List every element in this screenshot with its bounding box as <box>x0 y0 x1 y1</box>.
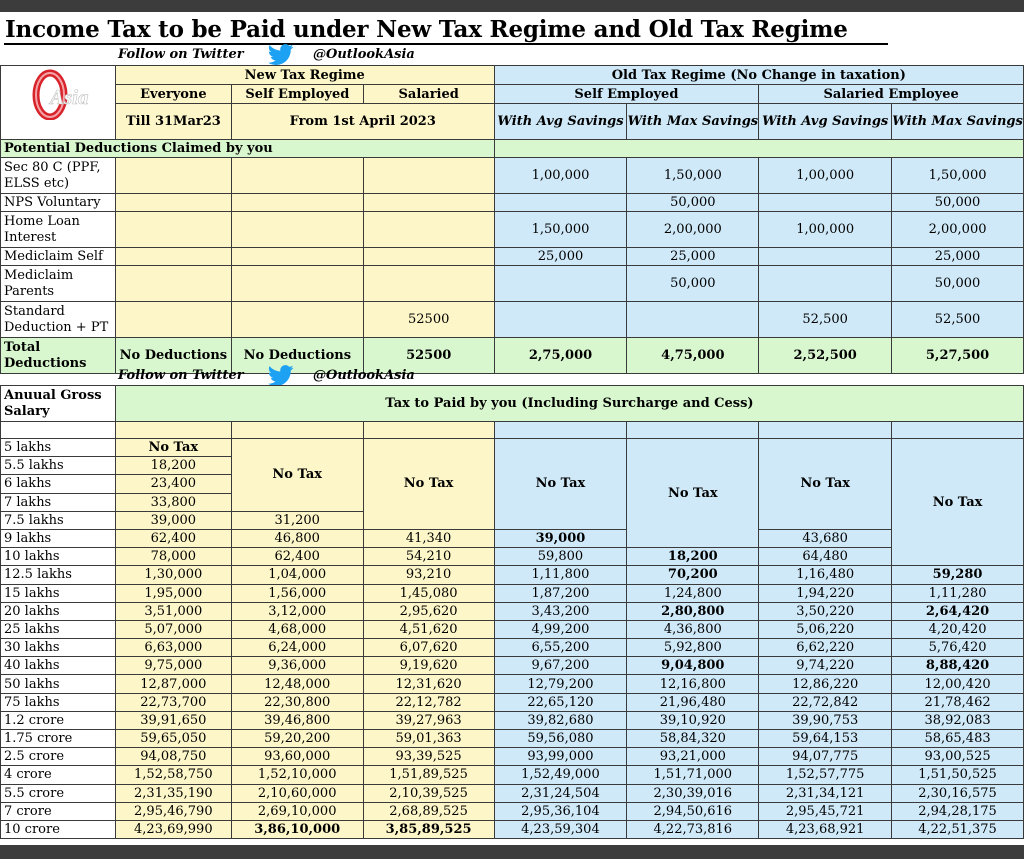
deduction-value: 1,50,000 <box>627 158 759 194</box>
tax-value: 2,31,34,121 <box>759 784 892 802</box>
salary-label: 10 lakhs <box>1 548 116 566</box>
tax-value: 12,00,420 <box>892 675 1024 693</box>
deduction-value: 52,500 <box>759 302 892 338</box>
tax-value: 78,000 <box>115 548 231 566</box>
tax-row <box>1 820 1024 838</box>
tax-value: 59,56,080 <box>494 730 627 748</box>
salary-label: 40 lakhs <box>1 657 116 675</box>
tax-comparison-sheet <box>0 12 1024 845</box>
tax-value: 1,52,57,775 <box>759 766 892 784</box>
tax-value: 3,86,10,000 <box>231 820 363 838</box>
tax-value: 94,08,750 <box>115 748 231 766</box>
salary-label: 6 lakhs <box>1 475 116 493</box>
deduction-value: 25,000 <box>892 248 1024 266</box>
tax-value: 12,48,000 <box>231 675 363 693</box>
tax-table <box>0 385 1024 839</box>
tax-value: 93,210 <box>363 566 494 584</box>
no-tax-cell: No Tax <box>759 439 892 530</box>
tax-value: 1,95,000 <box>115 584 231 602</box>
tax-value: 6,63,000 <box>115 639 231 657</box>
tax-value: 62,400 <box>115 529 231 547</box>
tax-value: 4,23,69,990 <box>115 820 231 838</box>
tax-value: 59,65,050 <box>115 730 231 748</box>
tax-value: 4,22,51,375 <box>892 820 1024 838</box>
tax-value: 4,36,800 <box>627 620 759 638</box>
deduction-value <box>231 248 363 266</box>
tax-value: 1,51,71,000 <box>627 766 759 784</box>
everyone-header: Everyone <box>115 85 231 104</box>
tax-value: 54,210 <box>363 548 494 566</box>
tax-value: 59,01,363 <box>363 730 494 748</box>
deductions-rows <box>1 158 1024 338</box>
deduction-row <box>1 194 1024 212</box>
self-employed-header: Self Employed <box>231 85 363 104</box>
tax-value: 22,72,842 <box>759 693 892 711</box>
spacer-cell <box>115 422 231 439</box>
deductions-section-fill <box>494 140 1023 158</box>
tax-value: 58,65,483 <box>892 730 1024 748</box>
tax-value: 12,86,220 <box>759 675 892 693</box>
tax-value: 22,12,782 <box>363 693 494 711</box>
deduction-value <box>494 194 627 212</box>
deduction-value: 50,000 <box>627 194 759 212</box>
tax-value: 59,800 <box>494 548 627 566</box>
deduction-label: Sec 80 C (PPF, ELSS etc) <box>1 158 116 194</box>
old-self-employed-header: Self Employed <box>494 85 759 104</box>
tax-value: 2,95,620 <box>363 602 494 620</box>
se-avg-savings-header: With Avg Savings <box>494 104 627 140</box>
tax-value: 1,94,220 <box>759 584 892 602</box>
salary-label: 20 lakhs <box>1 602 116 620</box>
no-tax-cell: No Tax <box>494 439 627 530</box>
no-tax-cell: No Tax <box>892 439 1024 566</box>
salary-label: 5.5 crore <box>1 784 116 802</box>
tax-value: 2,69,10,000 <box>231 802 363 820</box>
tax-value: 2,31,35,190 <box>115 784 231 802</box>
twitter-bird-icon <box>268 44 294 66</box>
deduction-label: NPS Voluntary <box>1 194 116 212</box>
deduction-value <box>115 212 231 248</box>
deduction-value <box>231 158 363 194</box>
deduction-value <box>231 194 363 212</box>
salary-label: 1.75 crore <box>1 730 116 748</box>
tax-row <box>1 730 1024 748</box>
tax-row <box>1 802 1024 820</box>
salary-label: 75 lakhs <box>1 693 116 711</box>
tax-value: 4,23,68,921 <box>759 820 892 838</box>
tax-row <box>1 548 1024 566</box>
salary-label: 9 lakhs <box>1 529 116 547</box>
sal-max-savings-header: With Max Savings <box>892 104 1024 140</box>
tax-value: 1,52,58,750 <box>115 766 231 784</box>
follow-twitter-banner <box>118 368 415 386</box>
tax-value: 62,400 <box>231 548 363 566</box>
tax-row <box>1 620 1024 638</box>
deduction-label: Home Loan Interest <box>1 212 116 248</box>
tax-row <box>1 584 1024 602</box>
deduction-value <box>231 266 363 302</box>
tax-row <box>1 766 1024 784</box>
salary-header: Anuual Gross Salary <box>1 386 116 422</box>
tax-value: 93,99,000 <box>494 748 627 766</box>
deduction-value: 25,000 <box>627 248 759 266</box>
salary-label: 25 lakhs <box>1 620 116 638</box>
tax-value: 64,480 <box>759 548 892 566</box>
follow-label: Follow on Twitter <box>118 47 244 62</box>
twitter-handle: @OutlookAsia <box>313 47 415 62</box>
tax-row <box>1 748 1024 766</box>
tax-value: 22,65,120 <box>494 693 627 711</box>
deduction-value <box>363 158 494 194</box>
tax-value: 2,31,24,504 <box>494 784 627 802</box>
salary-label: 5 lakhs <box>1 439 116 457</box>
total-value: No Deductions <box>115 338 231 374</box>
tax-value: 1,04,000 <box>231 566 363 584</box>
tax-value: 39,10,920 <box>627 711 759 729</box>
spacer-cell <box>1 422 116 439</box>
deduction-row <box>1 266 1024 302</box>
spacer-cell <box>231 422 363 439</box>
tax-value: 1,11,800 <box>494 566 627 584</box>
tax-value: 31,200 <box>231 511 363 529</box>
tax-value: 1,11,280 <box>892 584 1024 602</box>
tax-row <box>1 711 1024 729</box>
tax-value: 2,94,28,175 <box>892 802 1024 820</box>
tax-value: 12,16,800 <box>627 675 759 693</box>
tax-value: 2,94,50,616 <box>627 802 759 820</box>
tax-value: 46,800 <box>231 529 363 547</box>
tax-row <box>1 566 1024 584</box>
deduction-value <box>759 248 892 266</box>
deduction-value <box>115 302 231 338</box>
se-max-savings-header: With Max Savings <box>627 104 759 140</box>
deductions-table <box>0 65 1024 374</box>
total-deductions-label: Total Deductions <box>1 338 116 374</box>
spacer-cell <box>494 422 627 439</box>
tax-value: 2,95,45,721 <box>759 802 892 820</box>
tax-value: 5,06,220 <box>759 620 892 638</box>
tax-value: 22,30,800 <box>231 693 363 711</box>
tax-row <box>1 657 1024 675</box>
tax-value: 9,74,220 <box>759 657 892 675</box>
tax-value: 5,92,800 <box>627 639 759 657</box>
salary-label: 1.2 crore <box>1 711 116 729</box>
tax-value: 23,400 <box>115 475 231 493</box>
deduction-value <box>627 302 759 338</box>
tax-value: 9,75,000 <box>115 657 231 675</box>
salary-label: 12.5 lakhs <box>1 566 116 584</box>
tax-value: 1,45,080 <box>363 584 494 602</box>
tax-value: 22,73,700 <box>115 693 231 711</box>
total-value: 52500 <box>363 338 494 374</box>
tax-value: 5,76,420 <box>892 639 1024 657</box>
tax-value: 5,07,000 <box>115 620 231 638</box>
tax-value: 4,23,59,304 <box>494 820 627 838</box>
tax-value: 12,31,620 <box>363 675 494 693</box>
tax-value: 2,64,420 <box>892 602 1024 620</box>
total-value: 2,75,000 <box>494 338 627 374</box>
deduction-value: 1,50,000 <box>494 212 627 248</box>
follow-twitter-banner <box>118 47 415 65</box>
deductions-section-title: Potential Deductions Claimed by you <box>1 140 495 158</box>
tax-value: 2,30,39,016 <box>627 784 759 802</box>
deduction-value: 2,00,000 <box>892 212 1024 248</box>
outlook-asia-logo <box>28 68 92 120</box>
tax-value: 2,68,89,525 <box>363 802 494 820</box>
tax-value: 9,67,200 <box>494 657 627 675</box>
tax-value: 2,10,39,525 <box>363 784 494 802</box>
deduction-value <box>759 194 892 212</box>
deduction-value <box>115 266 231 302</box>
no-tax-cell: No Tax <box>363 439 494 530</box>
deduction-row <box>1 158 1024 194</box>
tax-value: 59,64,153 <box>759 730 892 748</box>
tax-value: 38,92,083 <box>892 711 1024 729</box>
spacer-cell <box>892 422 1024 439</box>
tax-value: 39,000 <box>115 511 231 529</box>
sal-avg-savings-header: With Avg Savings <box>759 104 892 140</box>
tax-value: 1,51,50,525 <box>892 766 1024 784</box>
deduction-value: 1,50,000 <box>892 158 1024 194</box>
tax-value: 59,280 <box>892 566 1024 584</box>
salary-label: 30 lakhs <box>1 639 116 657</box>
tax-value: 4,99,200 <box>494 620 627 638</box>
deduction-row <box>1 212 1024 248</box>
tax-paid-header: Tax to Paid by you (Including Surcharge and Cess) <box>115 386 1023 422</box>
deduction-value <box>494 266 627 302</box>
tax-value: 21,78,462 <box>892 693 1024 711</box>
tax-value: 41,340 <box>363 529 494 547</box>
tax-value: 3,43,200 <box>494 602 627 620</box>
salary-label: 4 crore <box>1 766 116 784</box>
total-value: No Deductions <box>231 338 363 374</box>
tax-row <box>1 529 1024 547</box>
till-date-header: Till 31Mar23 <box>115 104 231 140</box>
tax-value: 4,22,73,816 <box>627 820 759 838</box>
from-date-header: From 1st April 2023 <box>231 104 494 140</box>
tax-row <box>1 784 1024 802</box>
tax-row <box>1 602 1024 620</box>
spacer-cell <box>759 422 892 439</box>
tax-value: 39,000 <box>494 529 627 547</box>
total-value: 4,75,000 <box>627 338 759 374</box>
tax-value: 70,200 <box>627 566 759 584</box>
spacer-cell <box>627 422 759 439</box>
tax-value: 93,00,525 <box>892 748 1024 766</box>
new-regime-header: New Tax Regime <box>115 66 494 85</box>
deduction-value <box>115 158 231 194</box>
tax-value: 2,30,16,575 <box>892 784 1024 802</box>
twitter-bird-icon <box>268 365 294 387</box>
salary-label: 2.5 crore <box>1 748 116 766</box>
tax-value: 3,85,89,525 <box>363 820 494 838</box>
deduction-value: 2,00,000 <box>627 212 759 248</box>
deduction-label: Mediclaim Self <box>1 248 116 266</box>
tax-value: 39,90,753 <box>759 711 892 729</box>
page-title: Income Tax to be Paid under New Tax Regime and Old Tax Regime <box>5 16 848 43</box>
tax-value: 3,51,000 <box>115 602 231 620</box>
salaried-header: Salaried <box>363 85 494 104</box>
deduction-value <box>231 212 363 248</box>
tax-value: 1,16,480 <box>759 566 892 584</box>
salaried-employee-header: Salaried Employee <box>759 85 1024 104</box>
twitter-handle: @OutlookAsia <box>313 368 415 383</box>
tax-row <box>1 675 1024 693</box>
deduction-value: 50,000 <box>627 266 759 302</box>
tax-value: 3,12,000 <box>231 602 363 620</box>
deduction-value <box>363 248 494 266</box>
salary-label: 5.5 lakhs <box>1 457 116 475</box>
tax-value: 2,10,60,000 <box>231 784 363 802</box>
deduction-value: 1,00,000 <box>494 158 627 194</box>
tax-value: 8,88,420 <box>892 657 1024 675</box>
deduction-label: Standard Deduction + PT <box>1 302 116 338</box>
tax-value: 3,50,220 <box>759 602 892 620</box>
tax-row <box>1 439 1024 457</box>
tax-value: 18,200 <box>627 548 759 566</box>
deduction-value <box>115 248 231 266</box>
tax-value: 6,62,220 <box>759 639 892 657</box>
title-underline <box>4 43 888 45</box>
deduction-value <box>363 212 494 248</box>
deduction-value: 1,00,000 <box>759 158 892 194</box>
tax-value: 4,51,620 <box>363 620 494 638</box>
tax-value: 9,36,000 <box>231 657 363 675</box>
tax-value: 1,51,89,525 <box>363 766 494 784</box>
deduction-value: 1,00,000 <box>759 212 892 248</box>
tax-value: 43,680 <box>759 529 892 547</box>
tax-value: 39,91,650 <box>115 711 231 729</box>
follow-label: Follow on Twitter <box>118 368 244 383</box>
tax-value: 6,24,000 <box>231 639 363 657</box>
tax-value: 59,20,200 <box>231 730 363 748</box>
salary-label: 7 lakhs <box>1 493 116 511</box>
deduction-value: 52500 <box>363 302 494 338</box>
tax-value: 6,55,200 <box>494 639 627 657</box>
tax-value: 1,52,49,000 <box>494 766 627 784</box>
deduction-value: 52,500 <box>892 302 1024 338</box>
salary-label: 50 lakhs <box>1 675 116 693</box>
tax-value: 12,79,200 <box>494 675 627 693</box>
deduction-label: Mediclaim Parents <box>1 266 116 302</box>
tax-value: 9,04,800 <box>627 657 759 675</box>
no-tax-cell: No Tax <box>231 439 363 512</box>
deduction-value: 50,000 <box>892 266 1024 302</box>
tax-value: 2,80,800 <box>627 602 759 620</box>
tax-value: 39,27,963 <box>363 711 494 729</box>
deduction-row <box>1 248 1024 266</box>
total-value: 2,52,500 <box>759 338 892 374</box>
deduction-value <box>115 194 231 212</box>
deduction-value: 25,000 <box>494 248 627 266</box>
tax-value: 39,46,800 <box>231 711 363 729</box>
salary-label: 10 crore <box>1 820 116 838</box>
spacer-cell <box>363 422 494 439</box>
tax-value: 93,39,525 <box>363 748 494 766</box>
salary-label: 7.5 lakhs <box>1 511 116 529</box>
tax-rows <box>1 439 1024 839</box>
tax-value: 6,07,620 <box>363 639 494 657</box>
tax-value: No Tax <box>115 439 231 457</box>
no-tax-cell: No Tax <box>627 439 759 548</box>
deduction-value <box>363 266 494 302</box>
tax-value: 58,84,320 <box>627 730 759 748</box>
tax-value: 12,87,000 <box>115 675 231 693</box>
total-value: 5,27,500 <box>892 338 1024 374</box>
deduction-value: 50,000 <box>892 194 1024 212</box>
salary-label: 7 crore <box>1 802 116 820</box>
tax-value: 93,60,000 <box>231 748 363 766</box>
tax-value: 2,95,36,104 <box>494 802 627 820</box>
tax-value: 33,800 <box>115 493 231 511</box>
tax-value: 4,20,420 <box>892 620 1024 638</box>
tax-value: 2,95,46,790 <box>115 802 231 820</box>
tax-value: 18,200 <box>115 457 231 475</box>
deduction-row <box>1 302 1024 338</box>
tax-value: 94,07,775 <box>759 748 892 766</box>
logo-text: Asia <box>50 85 89 109</box>
tax-value: 1,24,800 <box>627 584 759 602</box>
deduction-value <box>759 266 892 302</box>
tax-row <box>1 639 1024 657</box>
salary-label: 15 lakhs <box>1 584 116 602</box>
tax-value: 93,21,000 <box>627 748 759 766</box>
deduction-value <box>231 302 363 338</box>
tax-value: 1,52,10,000 <box>231 766 363 784</box>
tax-value: 1,30,000 <box>115 566 231 584</box>
deduction-value <box>494 302 627 338</box>
tax-value: 21,96,480 <box>627 693 759 711</box>
tax-value: 9,19,620 <box>363 657 494 675</box>
tax-row <box>1 693 1024 711</box>
tax-value: 4,68,000 <box>231 620 363 638</box>
deduction-value <box>363 194 494 212</box>
tax-value: 1,87,200 <box>494 584 627 602</box>
tax-value: 1,56,000 <box>231 584 363 602</box>
tax-value: 39,82,680 <box>494 711 627 729</box>
old-regime-header: Old Tax Regime (No Change in taxation) <box>494 66 1023 85</box>
